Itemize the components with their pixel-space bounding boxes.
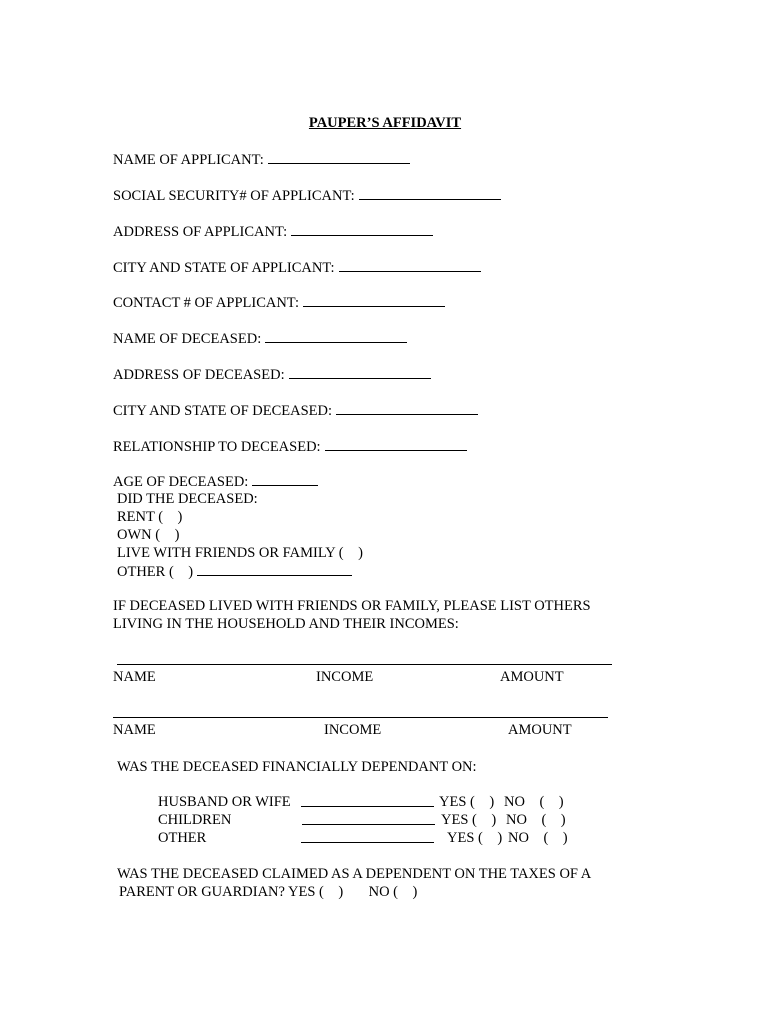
fill-in-line[interactable] — [301, 829, 434, 843]
fill-in-line[interactable] — [289, 365, 431, 379]
children-yes[interactable]: YES ( ) — [441, 812, 497, 828]
field-label: SOCIAL SECURITY# OF APPLICANT: — [113, 188, 355, 204]
fill-in-line[interactable] — [325, 437, 467, 451]
column-name-label: NAME — [113, 669, 156, 685]
taxes-question-line-1: WAS THE DECEASED CLAIMED AS A DEPENDENT ON THE TAXES OF A — [117, 866, 592, 882]
ssn-of-applicant-field — [113, 186, 501, 205]
contact-of-applicant-field — [113, 293, 445, 312]
other-option-label[interactable]: OTHER ( ) — [117, 564, 194, 580]
rent-option[interactable]: RENT ( ) — [117, 509, 183, 525]
children-label: CHILDREN — [158, 812, 232, 828]
fill-in-line[interactable] — [303, 293, 445, 307]
household-entry-line-1[interactable] — [117, 664, 612, 665]
field-label: CITY AND STATE OF APPLICANT: — [113, 260, 335, 276]
dependency-question: WAS THE DECEASED FINANCIALLY DEPENDANT ON: — [117, 759, 477, 775]
field-label: CONTACT # OF APPLICANT: — [113, 295, 299, 311]
household-instruction-line-2: LIVING IN THE HOUSEHOLD AND THEIR INCOMES: — [113, 616, 459, 632]
field-label: ADDRESS OF DECEASED: — [113, 367, 285, 383]
column-income-label: INCOME — [324, 722, 382, 738]
fill-in-line[interactable] — [265, 329, 407, 343]
field-label: NAME OF DECEASED: — [113, 331, 262, 347]
column-amount-label: AMOUNT — [500, 669, 564, 685]
fill-in-line[interactable] — [291, 222, 433, 236]
fill-in-line[interactable] — [301, 793, 434, 807]
household-instruction-line-1: IF DECEASED LIVED WITH FRIENDS OR FAMILY, PLEASE LIST OTHERS — [113, 598, 591, 614]
fill-in-line[interactable] — [302, 811, 435, 825]
fill-in-line[interactable] — [252, 472, 318, 486]
husband-wife-no[interactable]: NO ( ) — [504, 794, 564, 810]
fill-in-line[interactable] — [268, 150, 410, 164]
address-of-applicant-field — [113, 222, 433, 241]
other-dependant-label: OTHER — [158, 830, 207, 846]
husband-wife-line — [301, 793, 434, 812]
field-label: AGE OF DECEASED: — [113, 474, 249, 490]
own-option[interactable]: OWN ( ) — [117, 527, 180, 543]
city-state-deceased-field — [113, 401, 478, 420]
address-of-deceased-field — [113, 365, 431, 384]
column-name-label: NAME — [113, 722, 156, 738]
column-amount-label: AMOUNT — [508, 722, 572, 738]
name-of-applicant-field — [113, 150, 410, 169]
field-label: NAME OF APPLICANT: — [113, 152, 264, 168]
friends-family-option[interactable]: LIVE WITH FRIENDS OR FAMILY ( ) — [117, 545, 363, 561]
field-label: CITY AND STATE OF DECEASED: — [113, 403, 333, 419]
fill-in-line[interactable] — [336, 401, 478, 415]
other-dependant-no[interactable]: NO ( ) — [508, 830, 568, 846]
other-dependant-line — [301, 829, 434, 848]
household-entry-line-2[interactable] — [113, 717, 608, 718]
fill-in-line[interactable] — [359, 186, 501, 200]
fill-in-line[interactable] — [339, 258, 481, 272]
taxes-question-line-2: PARENT OR GUARDIAN? YES ( ) NO ( ) — [119, 884, 418, 900]
fill-in-line[interactable] — [197, 562, 352, 576]
other-dependant-yes[interactable]: YES ( ) — [447, 830, 503, 846]
children-line — [302, 811, 435, 830]
living-question: DID THE DECEASED: — [117, 491, 258, 507]
column-income-label: INCOME — [316, 669, 374, 685]
husband-wife-yes[interactable]: YES ( ) — [439, 794, 495, 810]
relationship-field — [113, 437, 467, 456]
name-of-deceased-field — [113, 329, 407, 348]
field-label: ADDRESS OF APPLICANT: — [113, 224, 288, 240]
field-label: RELATIONSHIP TO DECEASED: — [113, 439, 321, 455]
city-state-applicant-field — [113, 258, 481, 277]
other-option — [117, 562, 352, 581]
husband-wife-label: HUSBAND OR WIFE — [158, 794, 291, 810]
age-of-deceased-field — [113, 472, 318, 491]
children-no[interactable]: NO ( ) — [506, 812, 566, 828]
document-title: PAUPER’S AFFIDAVIT — [308, 115, 462, 131]
